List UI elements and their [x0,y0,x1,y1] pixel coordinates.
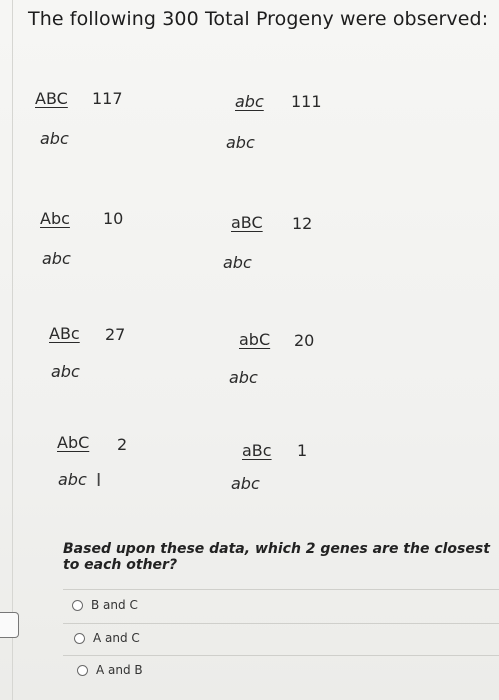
radio-icon[interactable] [72,600,83,611]
option-b-and-c[interactable] [72,598,138,612]
radio-icon[interactable] [77,665,88,676]
option-label: A and C [93,631,140,645]
progeny-8-count: 1 [297,441,308,460]
text-cursor-icon: I [96,470,102,491]
progeny-4-bottom-genotype: abc [223,253,252,272]
progeny-8-top-genotype: aBc [242,441,272,460]
progeny-2-top-genotype: abc [235,92,264,111]
option-label: A and B [96,663,143,677]
option-label: B and C [91,598,138,612]
progeny-7-bottom-genotype: abc [58,470,87,489]
progeny-7-top-genotype: AbC [57,433,90,452]
progeny-2-bottom-genotype: abc [226,133,255,152]
option-a-and-c[interactable] [74,631,140,645]
option-a-and-b[interactable] [77,663,143,677]
progeny-4-count: 12 [292,214,313,233]
progeny-1-count: 117 [92,89,123,108]
progeny-6-top-genotype: abC [239,330,271,349]
progeny-1-bottom-genotype: abc [40,129,69,148]
progeny-2-count: 111 [291,92,322,111]
progeny-5-top-genotype: ABc [49,324,80,343]
side-tab[interactable] [0,612,19,638]
progeny-4-top-genotype: aBC [231,213,263,232]
divider [63,623,499,624]
radio-icon[interactable] [74,633,85,644]
progeny-6-count: 20 [294,331,315,350]
progeny-3-count: 10 [103,209,124,228]
progeny-1-top-genotype: ABC [35,89,68,108]
progeny-8-bottom-genotype: abc [231,474,260,493]
divider [63,589,499,590]
divider [63,655,499,656]
progeny-5-count: 27 [105,325,126,344]
progeny-3-top-genotype: Abc [40,209,70,228]
progeny-5-bottom-genotype: abc [51,362,80,381]
page-title: The following 300 Total Progeny were observed: [28,8,489,30]
progeny-3-bottom-genotype: abc [42,249,71,268]
left-border-rule [12,0,13,700]
question-text: Based upon these data, which 2 genes are the closest to each other? [63,541,490,573]
progeny-6-bottom-genotype: abc [229,368,258,387]
progeny-7-count: 2 [117,435,128,454]
